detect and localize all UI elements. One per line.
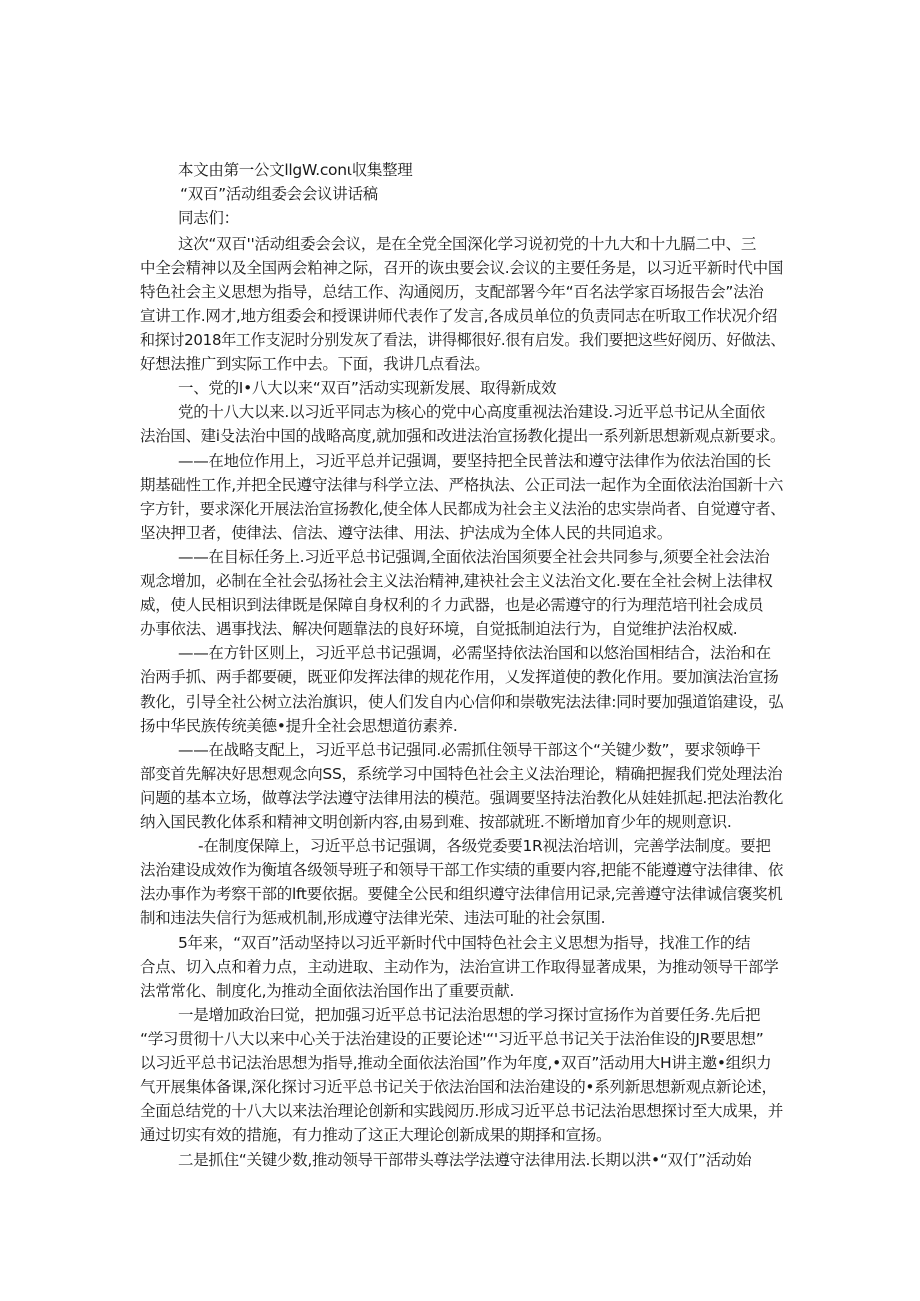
paragraph-line: ——在目标任务上.习近平总书记强调,全面依法治国须要全社会共同参与,须要全社会法治	[178, 548, 770, 566]
paragraph-line: 期基础性工作,并把全民遵守法律与科学立法、严格执法、公正司法一起作为全面依法治国新十六	[140, 476, 784, 494]
paragraph-line: 合点、切入点和着力点，主动进取、主动作为，法治宣讲工作取得显著成果，为推动领导干部学	[140, 958, 779, 976]
paragraph-line: 部变首先解决好思想观念向SS，系统学习中国特色社会主义法治理论，精确把握我们党处理法治	[140, 765, 783, 783]
paragraph-line: 气开展集体备课,深化探讨习近平总书记关于依法治国和法治建设的•系列新思想新观点新论述，	[140, 1078, 777, 1096]
paragraph-line: 宣讲工作.网才,地方组委会和授课讲师代表作了发言,各成员单位的负责同志在听取工作状况介绍	[140, 307, 778, 325]
paragraph-line: “学习贯彻十八大以来中心关于法治建设的正要论述'“'习近平总书记关于法治隹设的JR要思想”	[140, 1030, 764, 1048]
salutation: 同志们：	[178, 209, 239, 227]
paragraph-line: -在制度保障上，习近平总书记强调，各级党委要1R视法治培训，完善学法制度。要把	[198, 837, 771, 855]
paragraph-line: 扬中华民族传统美德•提升全社会思想道彷素养.	[140, 717, 458, 735]
paragraph-line: 二是抓住“关键少数,推动领导干部带头尊法学法遵守法律用法.长期以洪•“双仃”活动始	[178, 1151, 752, 1169]
paragraph-line: 一是增加政治曰觉，把加强习近平总书记法治思想的学习探讨宣扬作为首要任务.先后把	[178, 1006, 761, 1024]
paragraph-line: 特色社会主义思想为指导，总结工作、沟通阅历，支配部署今年“百名法学家百场报告会”法治	[140, 283, 764, 301]
paragraph-line: 观念增加，必制在全社会弘扬社会主义法治精神,建袂社会主义法治文化.要在全社会树上法律权	[140, 572, 773, 590]
paragraph-line: 字方针，要求深化开展法治宣扬教化,使全体人民都成为社会主义法治的忠实崇尚者、自觉遵守者、	[140, 500, 786, 518]
paragraph-line: 法治建设成效作为衡埴各级领导班子和领导干部工作实绩的重要内容,把能不能遵遵守法律律、依	[140, 861, 784, 879]
paragraph-line: 治两手抓、两手都要硬，既亚仰发挥法律的规花作用，乂发挥道使的教化作用。要加演法治宣扬	[140, 668, 779, 686]
paragraph-line: 这次“双百''活动组委会会议，是在全党全国深化学习说初党的十九大和十九膈二中、三	[178, 235, 757, 253]
paragraph-line: 纳入国民教化体系和精神文明创新内容,由易到难、按部就班.不断增加育少年的规则意识.	[140, 813, 732, 831]
paragraph-line: ——在战略支配上，习近平总书记强同.必需抓住领导干部这个“关键少数”，要求领峥干	[178, 741, 761, 759]
document-title: “双百”活动组委会会议讲话稿	[180, 185, 378, 203]
paragraph-line: 全面总结党的十八大以来法治理论创新和实践阅历.形成习近平总书记法治思想探讨至大成果，并	[140, 1102, 784, 1120]
paragraph-line: 办事依法、遇事找法、解决何题靠法的良好环境，自觉抵制迫法行为，自觉维护法治权威.	[140, 620, 738, 638]
paragraph-line: 好想法推广到实际工作中去。下面，我讲几点看法。	[140, 355, 490, 373]
paragraph-line: 法治国、建i殳法治中国的战略高度,就加强和改进法治宣扬教化提出一系列新思想新观点新要求。	[140, 427, 786, 445]
section-heading: 一、党的I•八大以来“双百”活动实现新发展、取得新成效	[178, 379, 557, 397]
paragraph-line: 坚决押卫者，使律法、信法、遵守法律、用法、护法成为全体人民的共同追求。	[140, 524, 673, 542]
paragraph-line: 以习近平总书记法治思想为指导,推动全面依法治国”作为年度,•双百”活动用大H讲主邀•组织力	[140, 1054, 772, 1072]
source-note: 本文由第一公文llgW.conι収集整理	[178, 161, 413, 179]
paragraph-line: 制和违法失信行为惩戒机制,形成遵守法律光荣、违法可耻的社会氛围.	[140, 909, 606, 927]
paragraph-line: 问题的基本立场，做尊法学法遵守法律用法的模范。强调要坚持法治教化从娃娃抓起.把法治教化	[140, 789, 784, 807]
paragraph-line: ——在方针区则上，习近平总书记强调，必需坚持依法治国和以悠治国相结合，法治和在	[178, 644, 771, 662]
paragraph-line: 法办事作为考察干部的lft要依据。要健全公民和组织遵守法律信用记录,完善遵守法律诚信褒奖机	[140, 885, 783, 903]
paragraph-line: 中全会精神以及全国两会粕神之际，召开的诙虫要会议.会议的主要任务是，以习近平新时代中国	[140, 259, 784, 277]
paragraph-line: 党的十八大以来.以习近平同志为核心的党中心高度重视法治建设.习近平总书记从全面依	[178, 403, 765, 421]
paragraph-line: 教化，引导全社公树立法治旗识，使人们发自内心信仰和崇敬宪法法律:同时要加强道馅建设，弘	[140, 693, 784, 711]
paragraph-line: 法常常化、制度化,为推动全面依法治国作出了重要贡献.	[140, 982, 515, 1000]
paragraph-line: 通过切实有效的措施，有力推动了这正大理论创新成果的期择和宣扬。	[140, 1126, 612, 1144]
paragraph-line: 威，使人民相识到法律既是保障自身权利的彳力武器，也是必需遵守的行为理范培刊社会成员	[140, 596, 764, 614]
paragraph-line: 5年来，“双百”活动坚持以习近平新时代中国特色社会主义思想为指导，找准工作的结	[178, 934, 751, 952]
paragraph-line: ——在地位作用上，习近平总并记强调，要坚持把全民普法和遵守法律作为依法治国的长	[178, 452, 771, 470]
paragraph-line: 和探讨2018年工作支泥时分别发灰了看法，讲得椰很好.很有启发。我们要把这些好阅历、好做法、	[140, 331, 786, 349]
